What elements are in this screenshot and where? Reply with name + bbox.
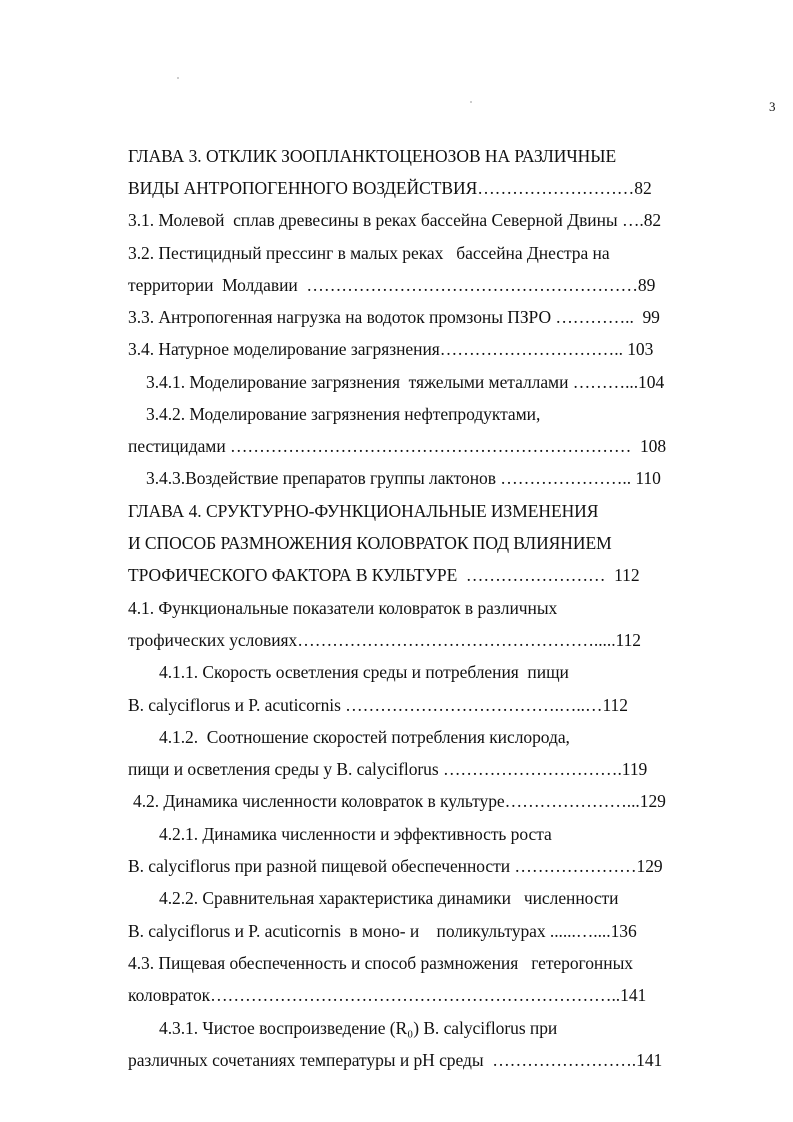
toc-entry-4-3-1-line-2: различных сочетаниях температуры и pH среды …………………….141 — [128, 1050, 663, 1070]
toc-entry-4-3-1-line-1: 4.3.1. Чистое воспроизведение (R₀) B. calyciflorus при — [159, 1018, 558, 1038]
toc-entry-4-3-line-1: 4.3. Пищевая обеспеченность и способ размножения гетерогонных — [128, 953, 633, 973]
toc-entry-4-2-2-line-1: 4.2.2. Сравнительная характеристика динамики численности — [159, 888, 619, 908]
toc-entry-4-2-2-line-2: B. calyciflorus и P. acuticornis в моно- и поликультурах ......…....136 — [128, 921, 637, 941]
toc-entry-3-4-3: 3.4.3.Воздействие препаратов группы лактонов ………………….. 110 — [146, 468, 661, 488]
toc-entry-4-2: 4.2. Динамика численности коловраток в культуре…………………...129 — [133, 791, 666, 811]
toc-entry-3-4-2-line-1: 3.4.2. Моделирование загрязнения нефтепродуктами, — [146, 404, 541, 424]
scan-speck — [470, 101, 472, 103]
toc-entry-4-2-1-line-1: 4.2.1. Динамика численности и эффективность роста — [159, 824, 552, 844]
toc-entry-4-2-1-line-2: B. calyciflorus при разной пищевой обеспеченности …………………129 — [128, 856, 663, 876]
toc-entry-4-1-1-line-1: 4.1.1. Скорость осветления среды и потребления пищи — [159, 662, 569, 682]
toc-entry-3-1: 3.1. Молевой сплав древесины в реках бассейна Северной Двины ….82 — [128, 210, 662, 230]
chapter-3-title-line-2: ВИДЫ АНТРОПОГЕННОГО ВОЗДЕЙСТВИЯ………………………82 — [128, 178, 652, 198]
chapter-4-title-line-1: ГЛАВА 4. СРУКТУРНО-ФУНКЦИОНАЛЬНЫЕ ИЗМЕНЕНИЯ — [128, 501, 599, 521]
toc-entry-3-2-line-2: территории Молдавии …………………………………………………89 — [128, 275, 656, 295]
page-number: 3 — [769, 99, 776, 114]
toc-entry-4-1-line-1: 4.1. Функциональные показатели коловраток в различных — [128, 598, 558, 618]
toc-entry-3-4: 3.4. Натурное моделирование загрязнения………………………….. 103 — [128, 339, 654, 359]
toc-entry-3-3: 3.3. Антропогенная нагрузка на водоток промзоны ПЗРО ………….. 99 — [128, 307, 660, 327]
toc-entry-4-3-line-2: коловраток……………………………………………………………..141 — [128, 985, 647, 1005]
toc-entry-4-1-2-line-1: 4.1.2. Соотношение скоростей потребления кислорода, — [159, 727, 570, 747]
toc-entry-3-4-2-line-2: пестицидами …………………………………………………………… 108 — [128, 436, 667, 456]
chapter-3-title-line-1: ГЛАВА 3. ОТКЛИК ЗООПЛАНКТОЦЕНОЗОВ НА РАЗЛИЧНЫЕ — [128, 146, 617, 166]
toc-entry-3-2-line-1: 3.2. Пестицидный прессинг в малых реках бассейна Днестра на — [128, 243, 610, 263]
scan-speck — [177, 77, 179, 79]
chapter-4-title-line-2: И СПОСОБ РАЗМНОЖЕНИЯ КОЛОВРАТОК ПОД ВЛИЯНИЕМ — [128, 533, 612, 553]
toc-entry-4-1-2-line-2: пищи и осветления среды у B. calyciflorus ………………………….119 — [128, 759, 648, 779]
toc-entry-4-1-1-line-2: B. calyciflorus и P. acuticornis ……………………………….…..…112 — [128, 695, 628, 715]
toc-entry-4-1-line-2: трофических условиях…………………………………………….....112 — [128, 630, 641, 650]
toc-entry-3-4-1: 3.4.1. Моделирование загрязнения тяжелыми металлами ………...104 — [146, 372, 665, 392]
chapter-4-title-line-3: ТРОФИЧЕСКОГО ФАКТОРА В КУЛЬТУРЕ …………………… 112 — [128, 565, 640, 585]
